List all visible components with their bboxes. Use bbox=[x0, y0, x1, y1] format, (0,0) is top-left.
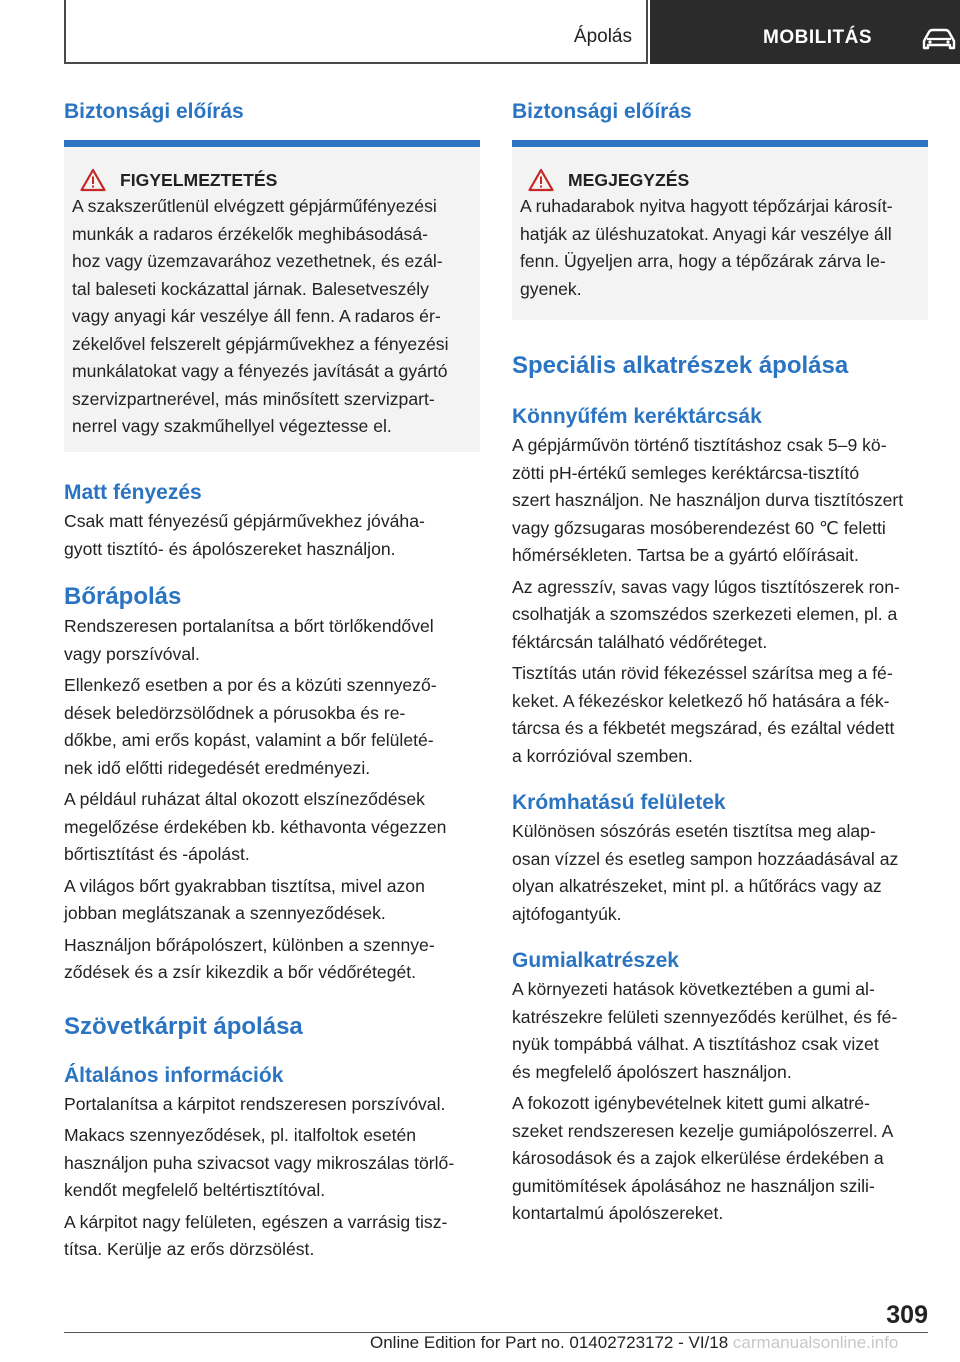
fabric-paragraph: A kárpitot nagy felületen, egészen a varrásig tisz- títsa. Kerülje az erős dörzsölést. bbox=[64, 1211, 448, 1259]
fabric-care-heading: Szövetkárpit ápolása bbox=[64, 1012, 303, 1040]
right-column bbox=[512, 100, 928, 1228]
chrome-surfaces-heading: Krómhatású felületek bbox=[512, 791, 726, 814]
fabric-paragraph: Portalanítsa a kárpitot rendszeresen porszívóval. bbox=[64, 1093, 446, 1114]
general-info-heading: Általános információk bbox=[64, 1063, 284, 1087]
leather-paragraph: Használjon bőrápolószert, különben a szennye- ződések és a zsír kikezdik a bőr védőrétegét. bbox=[64, 934, 435, 982]
rubber-parts-heading: Gumialkatrészek bbox=[512, 949, 679, 972]
alloy-wheels-paragraph: Az agresszív, savas vagy lúgos tisztítószerek ron- csolhatják a szomszédos szerkezeti elemen, pl. a féktárcsán található védőréteget. bbox=[512, 576, 900, 652]
leather-paragraph: Rendszeresen portalanítsa a bőrt törlőkendővel vagy porszívóval. bbox=[64, 616, 434, 664]
matt-paint-text: Csak matt fényezésű gépjárművekhez jóváha- gyott tisztító- és ápolószereket használjon. bbox=[64, 511, 425, 559]
warning-text: A szakszerűtlenül elvégzett gépjárműfényezési munkák a radaros érzékelők meghibásodásá- hoz vagy üzemzavarához vezethetnek, és ezál- tal baleseti kockázattal járnak. Balesetveszély vagy anyagi kár veszélye áll fenn. A radaros ér- zékelővel felszerelt gépjárművekhez a fényezési munkálatokat vagy a fényezés javítását a gyártó szervizpartnerével, más minősített szervizpart- nerrel vagy szakműhellyel végeztesse el. bbox=[72, 196, 449, 436]
special-parts-heading: Speciális alkatrészek ápolása bbox=[512, 352, 849, 379]
rubber-parts-paragraph: A fokozott igénybevételnek kitett gumi alkatré- szeket rendszeresen kezelje gumiápolószerrel. A károsodások és a zajok elkerülése érdekében a gumitömítések ápolásához ne használjon szili- kontartalmú ápolószereket. bbox=[512, 1093, 894, 1223]
car-icon bbox=[921, 28, 957, 52]
fabric-paragraph: Makacs szennyeződések, pl. italfoltok esetén használjon puha szivacsot vagy mikroszálas törlő- kendőt megfelelő beltértisztítóval. bbox=[64, 1125, 455, 1200]
warning-triangle-icon bbox=[80, 168, 106, 192]
header-chapter-title: MOBILITÁS bbox=[763, 27, 872, 48]
warning-label: FIGYELMEZTETÉS bbox=[120, 169, 278, 190]
alloy-wheels-paragraph: Tisztítás után rövid fékezéssel szárítsa meg a fé- keket. A fékezéskor keletkező hő hatására a fék- tárcsa és a fékbetét megszárad, és ezáltal védett a korrózióval szemben. bbox=[512, 663, 895, 766]
leather-paragraph: A például ruházat által okozott elszíneződések megelőzése érdekében kb. kéthavonta végezzen bőrtisztítást és -ápolást. bbox=[64, 789, 447, 864]
note-text: A ruhadarabok nyitva hagyott tépőzárjai károsít- hatják az üléshuzatokat. Anyagi kár veszélye áll fenn. Ügyeljen arra, hogy a tépőzárak zárva le- gyenek. bbox=[520, 196, 893, 299]
warning-triangle-icon bbox=[528, 168, 554, 192]
matt-paint-heading: Matt fényezés bbox=[64, 481, 202, 504]
page-number: 309 bbox=[886, 1301, 928, 1329]
leather-care-heading: Bőrápolás bbox=[64, 583, 182, 610]
watermark-text: carmanualsonline.info bbox=[732, 1333, 899, 1352]
leather-paragraph: Ellenkező esetben a por és a közúti szennyező- dések beledörzsölődnek a pórusokba és re- dőkbe, ami erős kopást, valamint a bőr felületé- nek idő előtti ridegedését eredményezi. bbox=[64, 675, 437, 778]
leather-paragraph: A világos bőrt gyakrabban tisztítsa, mivel azon jobban meglátszanak a szennyeződések. bbox=[64, 875, 425, 923]
warning-box bbox=[64, 147, 480, 452]
chrome-surfaces-paragraph: Különösen sószórás esetén tisztítsa meg alap- osan vízzel és esetleg sampon hozzáadásával az olyan alkatrészeket, mint pl. a hűtőrács vagy az ajtófogantyúk. bbox=[512, 821, 899, 924]
rubber-parts-paragraph: A környezeti hatások következtében a gumi al- katrészekre felületi szennyeződés kerülhet, és fé- nyük tompábbá válhat. A tisztításhoz csak vizet és megfelelő ápolószert használjon. bbox=[512, 979, 898, 1082]
safety-section-title: Biztonsági előírás bbox=[64, 100, 480, 147]
header-section-box bbox=[64, 0, 648, 64]
header-section-title: Ápolás bbox=[573, 26, 632, 47]
alloy-wheels-paragraph: A gépjárművön történő tisztításhoz csak 5–9 kö- zötti pH-értékű semleges keréktárcsa-tisztító szert használjon. Ne használjon durva tisztítószert vagy gőzsugaras mosóberendezést 60 ℃ feletti hőmérsékleten. Tartsa be a gyártó előírásait. bbox=[512, 435, 904, 565]
safety-section-title: Biztonsági előírás bbox=[512, 100, 928, 147]
footer-edition bbox=[370, 1333, 898, 1353]
alloy-wheels-heading: Könnyűfém keréktárcsák bbox=[512, 405, 762, 428]
note-label: MEGJEGYZÉS bbox=[568, 169, 690, 190]
edition-text: Online Edition for Part no. 01402723172 - VI/18 bbox=[370, 1333, 729, 1352]
left-column bbox=[64, 100, 480, 1264]
note-box bbox=[512, 147, 928, 320]
header-chapter-tab bbox=[650, 0, 960, 64]
